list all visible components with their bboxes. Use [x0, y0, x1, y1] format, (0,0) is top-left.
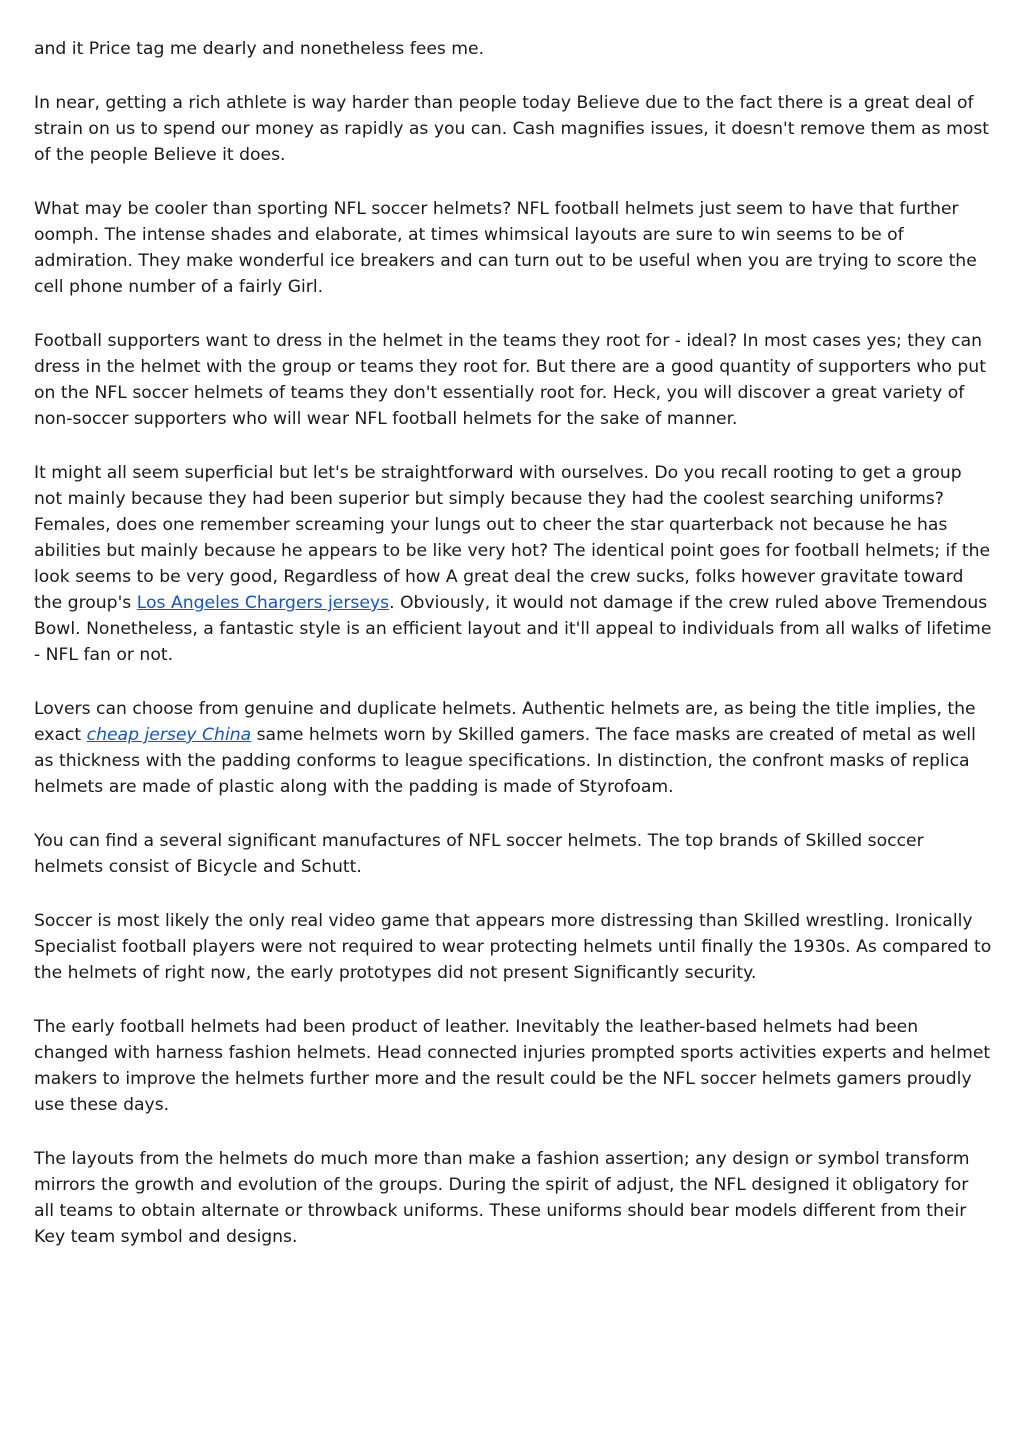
paragraph-5 — [34, 460, 992, 668]
paragraph-1: and it Price tag me dearly and nonetheless fees me. — [34, 39, 485, 59]
paragraph-6-text-after: same helmets worn by Skilled gamers. The face masks are created of metal as well as thickness with the padding conforms to league specifications. In distinction, the confront masks of replica helmets are made of plastic along with the padding is made of Styrofoam. — [34, 725, 976, 797]
paragraph-4: Football supporters want to dress in the helmet in the teams they root for - ideal? In most cases yes; they can dress in the helmet with the group or teams they root for. But there are a good quantity of supporters who put on the NFL soccer helmets of teams they don't essentially root for. Heck, you will discover a great variety of non-soccer supporters who will wear NFL football helmets for the sake of manner. — [34, 331, 986, 429]
paragraph-9: The early football helmets had been product of leather. Inevitably the leather-based helmets had been changed with harness fashion helmets. Head connected injuries prompted sports activities experts and helmet makers to improve the helmets further more and the result could be the NFL soccer helmets gamers proudly use these days. — [34, 1017, 991, 1115]
paragraph-8: Soccer is most likely the only real video game that appears more distressing than Skilled wrestling. Ironically Specialist football players were not required to wear protecting helmets until finally the 1930s. As compared to the helmets of right now, the early prototypes did not present Significantly security. — [34, 911, 992, 983]
paragraph-7: You can find a several significant manufactures of NFL soccer helmets. The top brands of Skilled soccer helmets consist of Bicycle and Schutt. — [34, 831, 924, 877]
paragraph-5-text-after: . Obviously, it would not damage if the crew ruled above Tremendous Bowl. Nonetheless, a fantastic style is an efficient layout and it'll appeal to individuals from all walks of lifetime - NFL fan or not. — [34, 593, 992, 665]
paragraph-2: In near, getting a rich athlete is way harder than people today Believe due to the fact there is a great deal of strain on us to spend our money as rapidly as you can. Cash magnifies issues, it doesn't remove them as most of the people Believe it does. — [34, 93, 990, 165]
paragraph-5-text-before: It might all seem superficial but let's be straightforward with ourselves. Do you recall rooting to get a group not mainly because they had been superior but simply because they had the coolest searching uniforms? Females, does one remember screaming your lungs out to cheer the star quarterback not because he has abilities but mainly because he appears to be like very hot? The identical point goes for football helmets; if the look seems to be very good, Regardless of how A great deal the crew sucks, folks however gravitate toward the group's — [34, 463, 991, 613]
cheap-jersey-china-link[interactable]: cheap jersey China — [86, 725, 252, 745]
paragraph-10: The layouts from the helmets do much more than make a fashion assertion; any design or symbol transform mirrors the growth and evolution of the groups. During the spirit of adjust, the NFL designed it obligatory for all teams to obtain alternate or throwback uniforms. These uniforms should bear models different from their Key team symbol and designs. — [34, 1149, 970, 1247]
paragraph-6 — [34, 696, 992, 800]
paragraph-6-text-before: Lovers can choose from genuine and duplicate helmets. Authentic helmets are, as being the title implies, the exact — [34, 699, 976, 745]
paragraph-3: What may be cooler than sporting NFL soccer helmets? NFL football helmets just seem to have that further oomph. The intense shades and elaborate, at times whimsical layouts are sure to win seems to be of admiration. They make wonderful ice breakers and can turn out to be useful when you are trying to score the cell phone number of a fairly Girl. — [34, 199, 977, 297]
document-body — [34, 36, 992, 1278]
chargers-jerseys-link[interactable]: Los Angeles Chargers jerseys — [136, 593, 390, 613]
